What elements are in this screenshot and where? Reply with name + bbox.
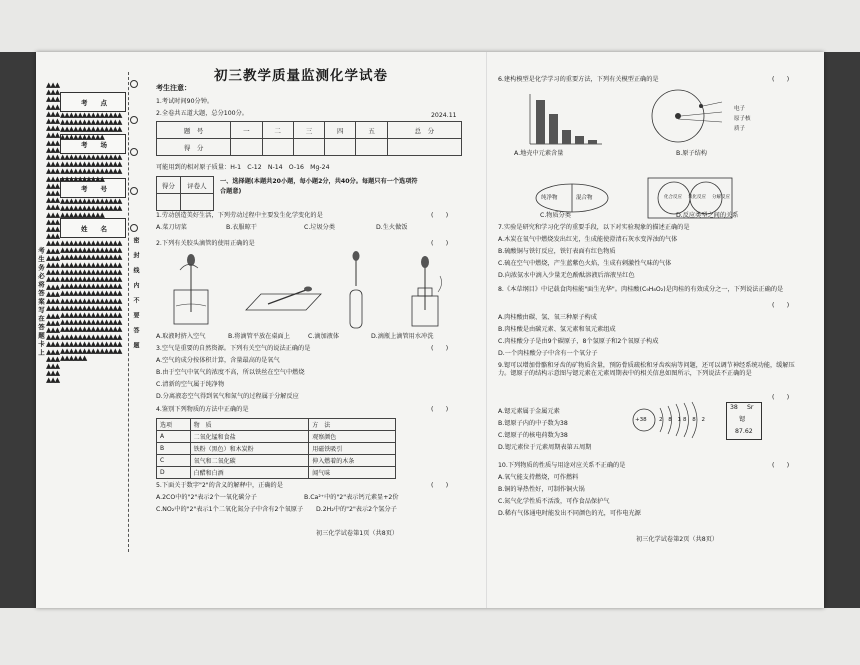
q10-option-a: A.氧气能支持燃烧，可作燃料 <box>498 474 579 481</box>
q6c-label-pure: 纯净物 <box>541 195 558 201</box>
q3-answer-paren[interactable]: ( ) <box>431 345 449 352</box>
sr-atomic-number: 38 <box>730 404 738 411</box>
sr-symbol: Sr <box>747 404 754 411</box>
gutter-vertical-notice: 考生务必将答案写在答题卡上 <box>37 247 45 358</box>
table-cell: 二氧化锰和食盐 <box>190 431 309 443</box>
q9-option-a: A.锶元素属于金属元素 <box>498 408 560 415</box>
score-table <box>156 121 462 156</box>
score-table-cell: 总 分 <box>387 122 461 139</box>
notice-heading: 考生注意： <box>156 84 191 92</box>
exam-title: 初三教学质量监测化学试卷 <box>214 68 388 84</box>
seal-circle <box>130 187 138 195</box>
q4-table <box>156 418 396 479</box>
table-row <box>157 431 396 443</box>
q8-option-a: A.肉桂酸由碳、氢、氧三种原子构成 <box>498 314 597 321</box>
section1-heading: 一、选择题(本题共20小题，每小题2分，共40分。每题只有一个选项符 <box>220 178 418 185</box>
q1-stem: 1.劳动创造美好生活，下列劳动过程中主要发生化学变化的是 <box>156 212 323 219</box>
seal-circle <box>130 116 138 124</box>
score-table-cell: 得 分 <box>157 139 231 156</box>
q3-stem: 3.空气是重要的自然资源。下列有关空气的说法正确的是 <box>156 345 311 352</box>
exam-site-label: 考 点 <box>81 99 107 107</box>
q6d-label-decomposition: 分解反应 <box>712 195 730 200</box>
q2-option-c: C.滴加液体 <box>308 333 340 340</box>
grader-score-input[interactable] <box>157 194 181 211</box>
score-table-cell: 一 <box>231 122 262 139</box>
q7-option-b: B.硫酸铜与铁钉反应，铁钉表面有红色物质 <box>498 248 616 255</box>
table-row <box>157 455 396 467</box>
q2-option-d: D.滴瓶上滴管用水冲洗 <box>371 333 434 340</box>
q1-option-d: D.生火做饭 <box>376 224 408 231</box>
q8-option-c: C.肉桂酸分子是由9个碳原子，8个氢原子和2个氧原子构成 <box>498 338 659 345</box>
q1-option-b: B.衣服晾干 <box>226 224 257 231</box>
q6-answer-paren[interactable]: ( ) <box>772 76 790 83</box>
score-table-cell: 题 号 <box>157 122 231 139</box>
q7-stem: 7.实验是研究和学习化学的重要手段，以下对实验现象的描述正确的是 <box>498 224 690 231</box>
score-input-cell[interactable] <box>325 139 356 156</box>
q7-option-d: D.向浓氨水中滴入少量无色酚酞溶液后溶液呈红色 <box>498 272 635 279</box>
table-cell: 白醋和白酒 <box>190 467 309 479</box>
score-table-header-row <box>157 122 462 139</box>
q2-option-a: A.取液时挤入空气 <box>156 333 206 340</box>
atomic-masses: 可能用到的相对原子质量：H-1 C-12 N-14 O-16 Mg-24 <box>156 164 330 171</box>
exam-site-box[interactable] <box>60 92 126 112</box>
score-input-cell[interactable] <box>262 139 293 156</box>
q1-option-c: C.垃圾分类 <box>304 224 336 231</box>
q5-stem: 5.下面关于数字"2"的含义的解释中，正确的是 <box>156 482 283 489</box>
seal-line-text: 密封线内不要答题 <box>132 237 139 357</box>
exam-paper <box>36 52 824 608</box>
table-cell: A <box>157 431 191 443</box>
q4-answer-paren[interactable]: ( ) <box>431 406 449 413</box>
grader-table <box>156 176 214 211</box>
q10-option-b: B.铜的导热性好，可制作铜火锅 <box>498 486 585 493</box>
q10-answer-paren[interactable]: ( ) <box>772 462 790 469</box>
sr-atomic-mass: 87.62 <box>735 428 753 435</box>
dropper-dripping-illustration <box>350 251 362 328</box>
q8-option-d: D.一个肉桂酸分子中含有一个氧分子 <box>498 350 598 357</box>
scan-bottom-margin <box>0 608 860 665</box>
table-cell: 伸入燃着的木条 <box>309 455 396 467</box>
table-cell: 选项 <box>157 419 191 431</box>
q9-option-d: D.锶元素位于元素周期表第五周期 <box>498 444 592 451</box>
q9-stem: 9.锶可以增加骨骼和牙齿的矿物质含量，预防骨质疏松和牙齿疾病等问题，还可以调节神经系统功能，缓解压力。锶原子的结构示意图与锶元素在元素周期表中的相关信息如图所示，下列说法不正确的是 <box>498 362 795 377</box>
q10-option-d: D.稀有气体通电时能发出不同颜色的光，可作电光源 <box>498 510 641 517</box>
table-row <box>157 467 396 479</box>
q1-answer-paren[interactable]: ( ) <box>431 212 449 219</box>
q4-stem: 4.鉴别下列物质的方法中正确的是 <box>156 406 249 413</box>
q9-answer-paren[interactable]: ( ) <box>772 394 790 401</box>
grader-reviewer-label: 评卷人 <box>180 177 213 194</box>
table-row <box>157 443 396 455</box>
q6b-atom-model <box>652 90 722 142</box>
table-cell: 物 质 <box>190 419 309 431</box>
triangle-column-left: ▲▲▲▲▲▲▲▲▲▲▲▲▲▲▲▲▲▲▲▲▲▲▲▲▲▲▲▲▲▲▲▲▲▲▲▲▲▲▲▲▲▲▲▲▲▲▲▲▲▲▲▲▲▲▲▲▲▲▲▲▲▲▲▲▲▲▲▲▲▲▲▲▲▲▲▲▲▲▲▲▲▲▲▲▲▲▲▲▲▲▲▲▲▲▲▲▲▲▲▲▲▲▲▲▲▲▲▲▲▲▲▲▲▲▲▲▲▲▲▲▲▲▲▲▲▲ <box>46 81 60 385</box>
sr-electron-shells: 2 8 18 8 2 <box>659 417 707 423</box>
exam-room-label: 考 场 <box>81 141 107 149</box>
seal-circle <box>130 224 138 232</box>
triangle-rows-1: ▲▲▲▲▲▲▲▲▲▲▲▲▲▲▲▲▲▲▲▲▲▲▲▲▲▲▲▲▲▲▲▲▲▲▲▲▲▲▲▲▲▲▲▲▲▲▲▲▲▲▲▲ <box>60 111 122 141</box>
q5-option-d: D.2H₂中的"2"表示2个氢分子 <box>316 506 397 513</box>
scan-top-margin <box>0 0 860 52</box>
table-cell: D <box>157 467 191 479</box>
section1-heading-cont: 合题意) <box>220 188 242 195</box>
triangle-rows-4: ▲▲▲▲▲▲▲▲▲▲▲▲▲▲▲▲▲▲▲▲▲▲▲▲▲▲▲▲▲▲▲▲▲▲▲▲▲▲▲▲▲▲▲▲▲▲▲▲▲▲▲▲▲▲▲▲▲▲▲▲▲▲▲▲▲▲▲▲▲▲▲▲▲▲▲▲▲▲▲▲▲▲▲▲▲▲▲▲▲▲▲▲▲▲▲▲▲▲▲▲▲▲▲▲▲▲▲▲▲▲▲▲▲▲▲▲▲▲▲▲▲▲▲▲▲▲▲▲▲▲▲▲▲▲▲▲▲▲▲▲▲▲▲▲▲▲▲▲▲▲▲▲▲▲▲▲▲▲▲▲▲▲▲▲▲▲▲▲▲▲▲▲▲▲▲▲▲▲▲▲▲▲▲▲▲▲▲▲▲▲▲▲▲▲▲▲▲▲▲▲▲▲▲▲▲▲▲▲▲▲▲▲▲▲▲▲▲▲▲▲▲▲▲▲▲▲▲▲▲▲ <box>60 239 122 363</box>
dropper-on-table-illustration <box>246 287 321 311</box>
page-divider <box>486 52 487 608</box>
triangle-rows-2: ▲▲▲▲▲▲▲▲▲▲▲▲▲▲▲▲▲▲▲▲▲▲▲▲▲▲▲▲▲▲▲▲▲▲▲▲▲▲▲▲▲▲▲▲▲▲▲▲▲▲▲▲ <box>60 153 122 183</box>
q2-illustrations <box>156 250 466 330</box>
sr-element-name: 锶 <box>739 416 746 423</box>
q5-answer-paren[interactable]: ( ) <box>431 482 449 489</box>
dropper-squeeze-air-illustration <box>174 254 208 324</box>
q10-stem: 10.下列物质的性质与用途对应关系不正确的是 <box>498 462 626 469</box>
score-table-cell: 二 <box>262 122 293 139</box>
q6-option-c: C.物质分类 <box>540 212 572 219</box>
q5-option-c: C.NO₂中的"2"表示1个二氧化氮分子中含有2个氧原子 <box>156 506 304 513</box>
q1-option-a: A.菜刀切菜 <box>156 224 187 231</box>
q7-option-a: A.木炭在氧气中燃烧发出红光，生成能使澄清石灰水变浑浊的气体 <box>498 236 678 243</box>
table-row <box>157 419 396 431</box>
q6-option-a: A.地壳中元素含量 <box>514 150 564 157</box>
q3-option-a: A.空气的成分按体积计算，含量最高的是氧气 <box>156 357 280 364</box>
seal-circle <box>130 80 138 88</box>
q6d-label-combination: 化合反应 <box>664 195 682 200</box>
score-input-cell[interactable] <box>387 139 461 156</box>
score-table-score-row <box>157 139 462 156</box>
student-name-label: 姓 名 <box>81 225 107 233</box>
q8-option-b: B.肉桂酸是由碳元素、氢元素和氧元素组成 <box>498 326 616 333</box>
score-input-cell[interactable] <box>231 139 262 156</box>
table-cell: C <box>157 455 191 467</box>
table-cell: B <box>157 443 191 455</box>
q6b-label-proton: 质子 <box>734 126 746 132</box>
q6b-label-electron: 电子 <box>734 106 746 112</box>
q6-option-b: B.原子结构 <box>676 150 707 157</box>
exam-number-label: 考 号 <box>81 185 107 193</box>
q6d-label-oxidation: 氧化反应 <box>688 195 706 200</box>
q2-answer-paren[interactable]: ( ) <box>431 240 449 247</box>
q6-stem: 6.建构模型是化学学习的重要方法，下列有关模型正确的是 <box>498 76 659 83</box>
q6a-bar-chart <box>530 94 602 144</box>
table-cell: 氧气和二氧化碳 <box>190 455 309 467</box>
table-cell: 闻气味 <box>309 467 396 479</box>
exam-date: 2024.11 <box>431 112 457 119</box>
q9-option-c: C.锶原子的核电荷数为38 <box>498 432 568 439</box>
q10-option-c: C.氮气化学性质不活泼，可作食品保护气 <box>498 498 610 505</box>
q3-option-c: C.清新的空气属于纯净物 <box>156 381 225 388</box>
sr-periodic-cell <box>726 402 762 440</box>
grader-score-label: 得分 <box>157 177 181 194</box>
notice-item-1: 1.考试时间90分钟。 <box>156 98 214 105</box>
table-cell: 方 法 <box>309 419 396 431</box>
q8-answer-paren[interactable]: ( ) <box>772 302 790 309</box>
page1-footer: 初三化学试卷第1页（共8页） <box>316 530 399 537</box>
table-cell: 用磁铁吸引 <box>309 443 396 455</box>
q5-option-b: B.Ca²⁺中的"2"表示钙元素显+2价 <box>304 494 399 501</box>
score-table-cell: 五 <box>356 122 387 139</box>
grader-reviewer-input[interactable] <box>180 194 213 211</box>
page2-footer: 初三化学试卷第2页（共8页） <box>636 536 719 543</box>
q9-option-b: B.锶原子内的中子数为38 <box>498 420 568 427</box>
q6c-label-mixture: 混合物 <box>576 195 593 201</box>
sr-nucleus-charge: +38 <box>635 417 647 423</box>
q8-stem: 8.《本草纲目》中记载食肉桂能"面生光华"。肉桂酸(C₉H₈O₂)是肉桂的有效成分之一，下列说法正确的是 <box>498 286 784 293</box>
q3-option-d: D.分离液态空气得到氧气和氮气的过程属于分解反应 <box>156 393 299 400</box>
seal-circle <box>130 148 138 156</box>
q7-option-c: C.硫在空气中燃烧，产生蓝紫色火焰，生成有刺激性气味的气体 <box>498 260 672 267</box>
notice-item-2: 2.全卷共五道大题，总分100分。 <box>156 110 248 117</box>
q6b-label-nucleus: 原子核 <box>734 116 751 122</box>
triangle-rows-3: ▲▲▲▲▲▲▲▲▲▲▲▲▲▲▲▲▲▲▲▲▲▲▲▲▲▲▲▲▲▲▲▲▲▲▲▲▲▲ <box>60 197 122 220</box>
q6-option-d: D.反应类型之间的关系 <box>676 212 739 219</box>
dropper-bottle-illustration <box>412 256 442 326</box>
table-cell: 观察颜色 <box>309 431 396 443</box>
seal-line <box>128 72 130 552</box>
q2-option-b: B.将滴管平放在桌面上 <box>228 333 290 340</box>
score-table-cell: 四 <box>325 122 356 139</box>
table-cell: 铁粉（黑色）和木炭粉 <box>190 443 309 455</box>
score-table-cell: 三 <box>293 122 324 139</box>
q2-stem: 2.下列有关胶头滴管的使用正确的是 <box>156 240 255 247</box>
q5-option-a: A.2CO中的"2"表示2个一氧化碳分子 <box>156 494 257 501</box>
score-input-cell[interactable] <box>293 139 324 156</box>
q3-option-b: B.由于空气中氧气的浓度不高，所以铁丝在空气中燃烧 <box>156 369 305 376</box>
score-input-cell[interactable] <box>356 139 387 156</box>
student-name-box[interactable] <box>60 218 126 238</box>
